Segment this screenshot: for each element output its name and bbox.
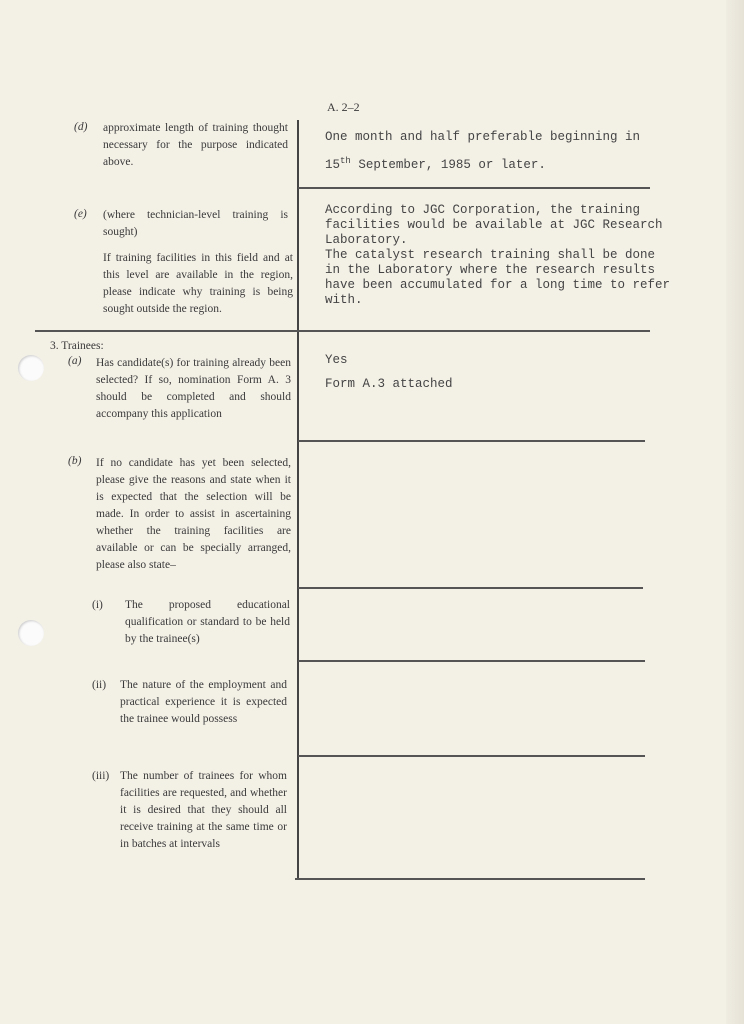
item-3i-marker: (i)	[92, 599, 103, 611]
punch-hole	[18, 355, 44, 381]
item-3a-question: Has candidate(s) for training already been selected? If so, nomination Form A. 3 should be completed and should accompany this application	[96, 357, 291, 420]
item-3a-answer-form: Form A.3 attached	[325, 377, 453, 391]
answer-day: 15	[325, 158, 341, 173]
punch-hole	[18, 620, 44, 646]
item-3b-question: If no candidate has yet been selected, please give the reasons and state when it is expected that the selection will be made. In order to assist in ascertaining whether the training facilities are available or can be specially arranged, please also state–	[96, 457, 291, 571]
item-e-question-detail: If training facilities in this field and at this level are available in the region, please indicate why training is being sought outside the region.	[103, 252, 293, 315]
item-3ii-question: The nature of the employment and practical experience it is expected the trainee would possess	[120, 679, 287, 725]
row-divider	[298, 755, 645, 757]
row-divider	[298, 587, 643, 589]
item-3iii-question: The number of trainees for whom facilities are requested, and whether it is desired that they should all receive training at the same time or in batches at intervals	[120, 770, 287, 850]
row-divider	[298, 660, 645, 662]
item-e-question-scope: (where technician-level training is sought)	[103, 209, 288, 238]
item-d-question: approximate length of training thought necessary for the purpose indicated above.	[103, 122, 288, 168]
page-reference: A. 2–2	[327, 100, 360, 114]
column-divider	[297, 120, 299, 880]
page-edge	[726, 0, 744, 1024]
item-e-answer: According to JGC Corporation, the training facilities would be available at JGC Research Laboratory. The catalyst research training shall be done in the Laboratory where the research results have been accumulated for a long time to refer with.	[325, 203, 671, 307]
item-3i-question: The proposed educational qualification or standard to be held by the trainee(s)	[125, 599, 290, 645]
row-divider	[295, 878, 645, 880]
answer-day-suffix: th	[340, 156, 351, 166]
item-3a-answer-yes: Yes	[325, 353, 348, 367]
item-3iii-marker: (iii)	[92, 770, 110, 782]
row-divider	[298, 187, 650, 189]
item-d-answer-line2	[325, 150, 546, 176]
item-d-answer-line1: One month and half preferable beginning in	[325, 130, 641, 144]
item-e-marker: (e)	[74, 208, 87, 220]
item-3ii-marker: (ii)	[92, 679, 107, 691]
item-3a-marker: (a)	[68, 355, 82, 367]
answer-date-rest: September, 1985 or later.	[350, 158, 546, 173]
item-3b-marker: (b)	[68, 455, 82, 467]
section-divider	[35, 330, 650, 332]
row-divider	[298, 440, 645, 442]
section-3-heading: 3. Trainees:	[50, 340, 104, 352]
item-d-marker: (d)	[74, 121, 88, 133]
